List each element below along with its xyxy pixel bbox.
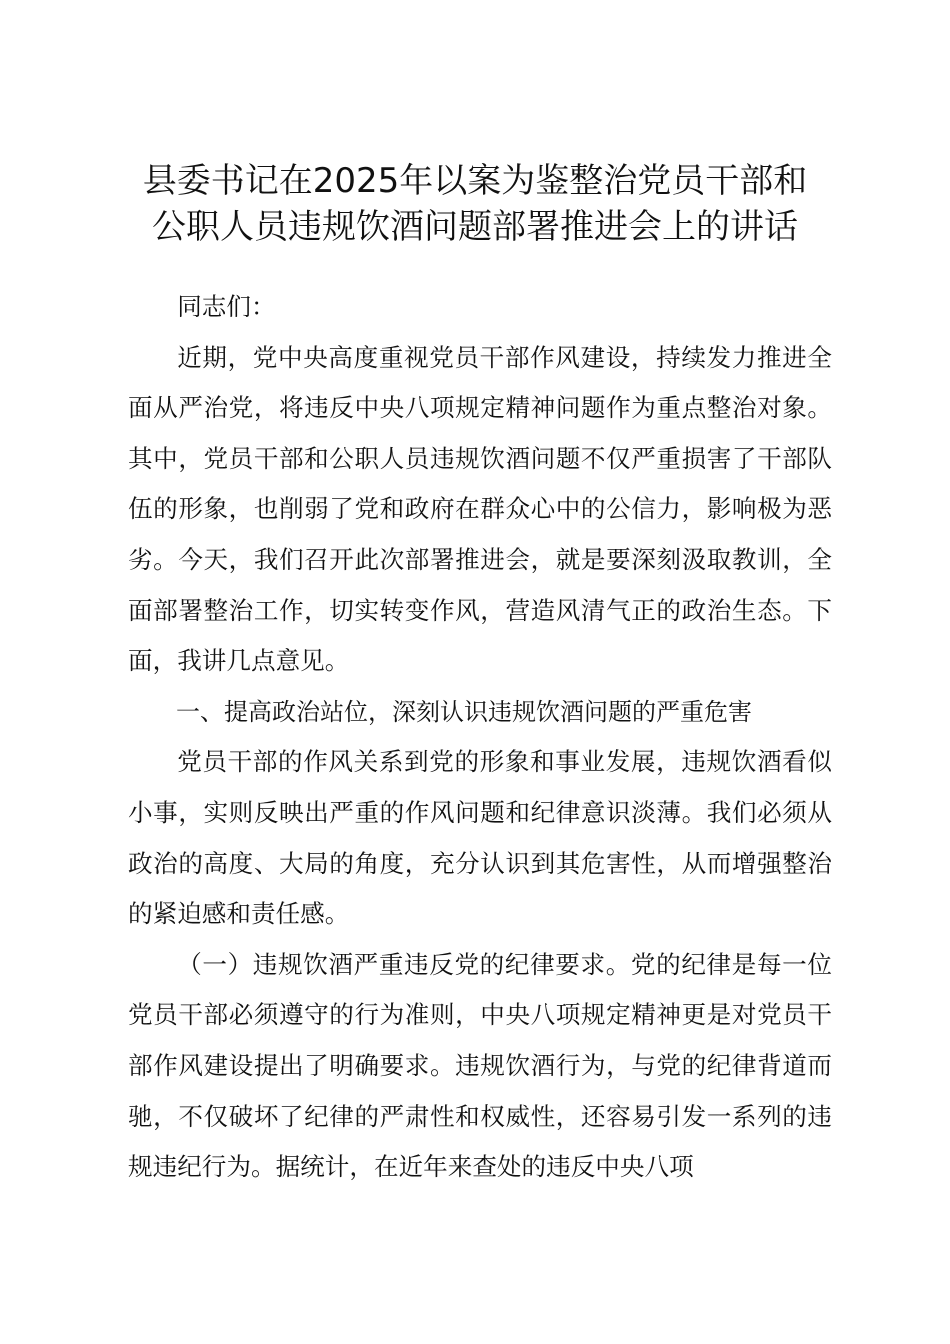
title-line-2: 公职人员违规饮酒问题部署推进会上的讲话 <box>152 207 798 247</box>
paragraph-intro: 近期，党中央高度重视党员干部作风建设，持续发力推进全面从严治党，将违反中央八项规定精神问题作为重点整治对象。其中，党员干部和公职人员违规饮酒问题不仅严重损害了干部队伍的形象，也削弱了党和政府在群众心中的公信力，影响极为恶劣。今天，我们召开此次部署推进会，就是要深刻汲取教训，全面部署整治工作，切实转变作风，营造风清气正的政治生态。下面，我讲几点意见。 <box>128 342 832 676</box>
document-body <box>128 282 832 1193</box>
paragraph-subsection-1: （一）违规饮酒严重违反党的纪律要求。党的纪律是每一位党员干部必须遵守的行为准则，中央八项规定精神更是对党员干部作风建设提出了明确要求。违规饮酒行为，与党的纪律背道而驰，不仅破坏了纪律的严肃性和权威性，还容易引发一系列的违规违纪行为。据统计，在近年来查处的违反中央八项 <box>128 949 832 1182</box>
section-heading-1: 一、提高政治站位，深刻认识违规饮酒问题的严重危害 <box>176 697 752 726</box>
salutation: 同志们： <box>177 292 276 321</box>
paragraph-section-1: 党员干部的作风关系到党的形象和事业发展，违规饮酒看似小事，实则反映出严重的作风问题和纪律意识淡薄。我们必须从政治的高度、大局的角度，充分认识到其危害性，从而增强整治的紧迫感和责任感。 <box>128 747 832 929</box>
document-title <box>80 158 870 250</box>
title-line-1: 县委书记在2025年以案为鉴整治党员干部和 <box>142 161 808 201</box>
